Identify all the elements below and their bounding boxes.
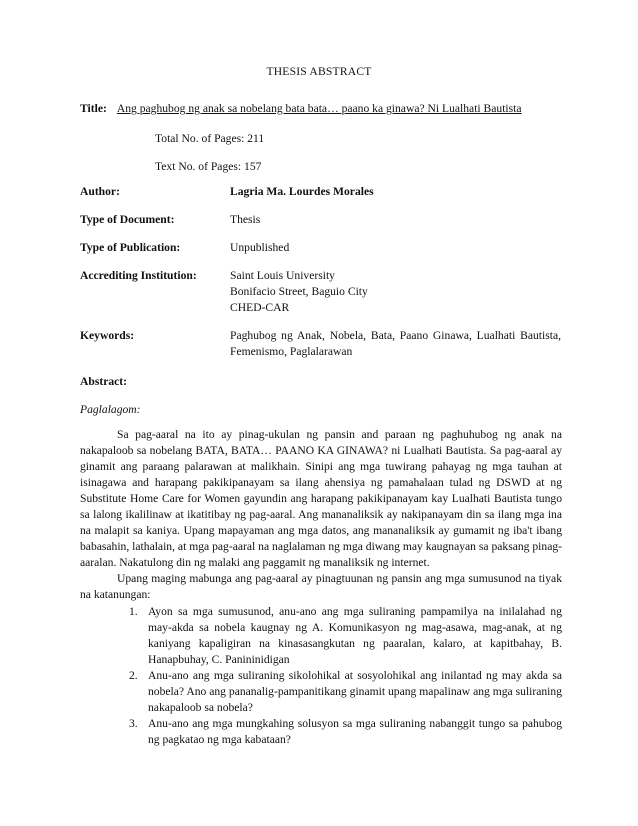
keywords-value: Paghubog ng Anak, Nobela, Bata, Paano Ginawa, Lualhati Bautista, Femenismo, Paglalarawan [230,329,561,358]
institution-line-1: Saint Louis University [230,269,335,282]
document-heading: THESIS ABSTRACT [266,65,372,78]
institution-line-2: Bonifacio Street, Baguio City [230,285,368,298]
abstract-paragraph-2: Upang maging mabunga ang pag-aaral ay pinagtuunan ng pansin ang mga sumusunod na tiyak na katanungan: [80,572,562,602]
doc-type-label: Type of Document: [80,213,175,226]
list-item-text: Ayon sa mga sumusunod, anu-ano ang mga suliraning pampamilya na inilalahad ng may-akda sa nobela kaugnay ng A. Komunikasyon ng mag-asawa, mag-anak, at ng kaniyang kapaligiran na kinasasangkutan ng paaralan, kalaro, at kapitbahay, B. Hanapbuhay, C. Panininidigan [148,604,562,666]
list-item-number: 1. [129,604,138,618]
text-pages: Text No. of Pages: 157 [155,160,262,173]
list-item [129,716,562,748]
abstract-label: Abstract: [80,375,128,388]
list-item [129,668,562,716]
institution-line-3: CHED-CAR [230,301,290,314]
abstract-body [80,427,562,748]
author-value: Lagria Ma. Lourdes Morales [230,185,374,198]
abstract-paragraph-1: Sa pag-aaral na ito ay pinag-ukulan ng pansin and paraan ng paghuhubog ng anak na nakapaloob sa nobelang BATA, BATA… PAANO KA GINAWA? ni Lualhati Bautista. Sa pag-aaral ay ginamit ang paraang palarawan at malikhain. Sinipi ang mga tuwirang pahayag ng mga tauhan at isinagawa and harapang pakikipanayam sa ilang ahensiya ng pamahalaan tulad ng DSWD at ng Substitute Home Care for Women gayundin ang harapang pakikipanayam kay Lualhati Bautista tungo sa lalong ikalilinaw at ikatitibay ng pag-aaral. Ang mananaliksik ay nakipanayam din sa ilang mga ina na malapit sa kaniya. Upang mapayaman ang mga datos, ang mananaliksik ay gumamit ng iba't ibang babasahin, lathalain, at mga pag-aaral na naglalaman ng mga diwang may kaugnayan sa paksang pinag-aaralan. Nakatulong din ng malaki ang paggamit ng manaliksik ng internet. [80,428,562,570]
author-label: Author: [80,185,120,198]
keywords-label: Keywords: [80,329,135,342]
research-questions-list [80,604,562,748]
institution-label: Accrediting Institution: [80,269,197,282]
pub-type-label: Type of Publication: [80,241,181,254]
doc-type-value: Thesis [230,213,261,226]
abstract-section-title: Paglalagom: [80,403,141,416]
list-item-number: 2. [129,668,138,682]
list-item [129,604,562,668]
list-item-number: 3. [129,716,138,730]
pub-type-value: Unpublished [230,241,290,254]
list-item-text: Anu-ano ang mga mungkahing solusyon sa mga suliraning nabanggit tungo sa pahubog ng pagkatao ng mga kabataan? [148,716,562,746]
title-label: Title: [80,102,107,115]
total-pages: Total No. of Pages: 211 [155,132,265,145]
title-row [80,101,522,117]
title-text: Ang paghubog ng anak sa nobelang bata bata… paano ka ginawa? Ni Lualhati Bautista [116,102,522,115]
list-item-text: Anu-ano ang mga suliraning sikolohikal at sosyolohikal ang inilantad ng may akda sa nobela? Ano ang pananalig-pampanitikang ginamit upang mapalinaw ang mga suliraning nakapaloob sa nobela? [148,668,562,714]
